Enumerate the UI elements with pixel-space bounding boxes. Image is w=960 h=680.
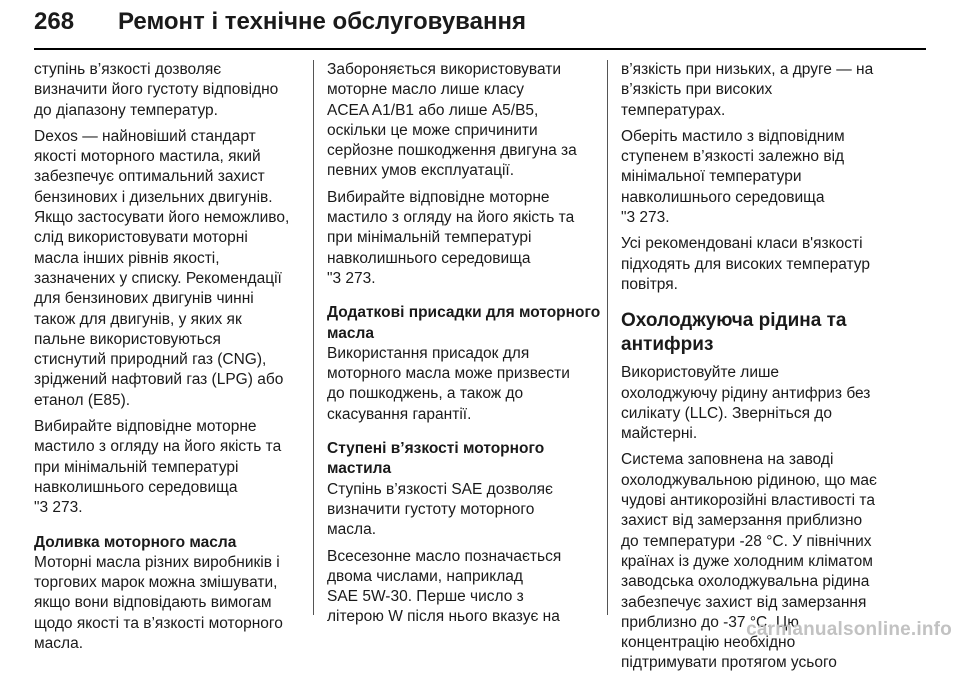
text-line: мастило з огляду на його якість та [34,438,282,456]
text-line: Використання присадок для [327,344,530,362]
text-line: в’язкість при високих [621,81,773,99]
paragraph [327,547,593,628]
text-line: моторного масла може призвести [327,365,570,383]
text-line: забезпечує захист від замерзання [621,593,867,611]
text-line: етанол (E85). [34,391,131,409]
column-divider [313,60,314,615]
paragraph [327,480,593,541]
text-line: забезпечує оптимальний захист [34,168,265,186]
text-line: масла. [327,521,376,539]
section-heading [327,303,601,344]
text-line: "3 273. [621,209,670,227]
text-line: оскільки це може спричинити [327,121,538,139]
page-number: 268 [34,8,75,35]
text-line: навколишнього середовища [34,478,238,496]
page-title: Ремонт і технічне обслуговування [118,8,526,35]
text-line: Використовуйте лише [621,364,780,382]
text-line: слід використовувати моторні [34,229,248,247]
text-line: Якщо застосувати його неможливо, [34,209,290,227]
text-line: підтримувати протягом усього [621,654,837,672]
text-line: Ступені в’язкості моторного [327,440,545,458]
watermark: carmanualsonline.info [746,619,952,640]
text-line: підходять для високих температур [621,255,870,273]
text-line: заводська охолоджувальна рідина [621,573,870,591]
text-line: ступінь в’язкості дозволяє [34,61,222,78]
text-line: до температури -28 °C. У північних [621,532,872,550]
text-line: охолоджуючу рідину антифриз без [621,384,871,402]
text-line: визначити його густоту відповідно [34,81,279,99]
text-line: Усі рекомендовані класи в'язкості [621,235,863,253]
paragraph [621,127,893,228]
text-line: масла інших рівнів якості, [34,249,220,267]
paragraph [327,344,593,425]
paragraph [327,60,593,182]
text-column-2 [327,60,601,634]
text-line: Моторні масла різних виробників і [34,553,280,571]
text-line: Охолоджуюча рідина та [621,310,847,332]
paragraph [34,60,300,121]
text-line: літерою W після нього вказує на [327,608,560,626]
text-line: масла [327,324,374,342]
text-line: Dexos — найновіший стандарт [34,127,256,145]
paragraph [327,188,593,289]
text-line: зазначених у списку. Рекомендації [34,269,282,287]
section-heading [327,439,593,480]
paragraph [621,363,893,444]
text-line: до пошкоджень, а також до [327,385,524,403]
text-line: Система заповнена на заводі [621,451,834,469]
text-line: серйозне пошкодження двигуна за [327,142,577,160]
text-line: ACEA A1/B1 або лише A5/B5, [327,101,539,119]
text-line: Доливка моторного масла [34,533,237,551]
text-line: Всесезонне масло позначається [327,547,562,565]
text-line: до діапазону температур. [34,101,218,119]
text-line: в’язкість при низьких, а друге — на [621,61,874,78]
paragraph [621,234,893,295]
text-line: Оберіть мастило з відповідним [621,127,845,145]
text-line: при мінімальній температурі [34,458,239,476]
text-line: SAE 5W-30. Перше число з [327,588,524,606]
text-line: ступенем в’язкості залежно від [621,148,845,166]
text-line: мастила [327,460,392,478]
text-line: антифриз [621,334,714,356]
text-line: мінімальної температури [621,168,802,186]
text-line: Додаткові присадки для моторного [327,304,601,322]
page-header [34,0,926,50]
paragraph [34,553,300,654]
text-line: Вибирайте відповідне моторне [327,188,550,206]
section-heading [621,309,893,357]
text-line: якщо вони відповідають вимогам [34,594,272,612]
text-line: стиснутий природний газ (CNG), [34,351,267,369]
text-line: мастило з огляду на його якість та [327,209,575,227]
text-column-1 [34,60,300,660]
text-line: "3 273. [327,269,376,287]
text-line: Ступінь в’язкості SAE дозволяє [327,480,553,498]
text-line: визначити густоту моторного [327,500,535,518]
text-line: повітря. [621,275,678,293]
text-line: температурах. [621,101,726,119]
column-divider [607,60,608,615]
text-line: при мінімальній температурі [327,229,532,247]
text-line: "3 273. [34,499,83,517]
text-line: майстерні. [621,425,698,443]
text-line: двома числами, наприклад [327,567,523,585]
text-line: навколишнього середовища [621,188,825,206]
text-line: для бензинових двигунів чинні [34,290,254,308]
text-line: торгових марок можна змішувати, [34,574,278,592]
section-heading [34,533,300,553]
text-column-3 [621,60,893,680]
text-line: щодо якості та в’язкості моторного [34,614,283,632]
text-line: навколишнього середовища [327,249,531,267]
text-line: певних умов експлуатації. [327,162,515,180]
text-line: бензинових і дизельних двигунів. [34,188,273,206]
text-line: охолоджувальною рідиною, що має [621,471,877,489]
text-line: країнах із дуже холодним кліматом [621,552,873,570]
header-rule [34,48,926,50]
text-line: масла. [34,635,83,653]
text-line: Забороняється використовувати [327,61,561,78]
paragraph [621,60,893,121]
text-line: захист від замерзання приблизно [621,512,863,530]
paragraph [34,417,300,518]
text-line: також для двигунів, у яких як [34,310,242,328]
text-line: концентрацію необхідно [621,634,796,652]
paragraph [34,127,300,411]
text-line: скасування гарантії. [327,405,472,423]
text-line: приблизно до -37 °C. Цю [621,613,799,631]
text-line: Вибирайте відповідне моторне [34,418,257,436]
text-line: якості моторного мастила, який [34,148,261,166]
text-line: силікату (LLC). Зверніться до [621,404,832,422]
text-line: чудові антикорозійні властивості та [621,492,875,510]
text-line: моторне масло лише класу [327,81,524,99]
text-line: пальне використовуються [34,330,221,348]
text-line: зріджений нафтовий газ (LPG) або [34,371,284,389]
